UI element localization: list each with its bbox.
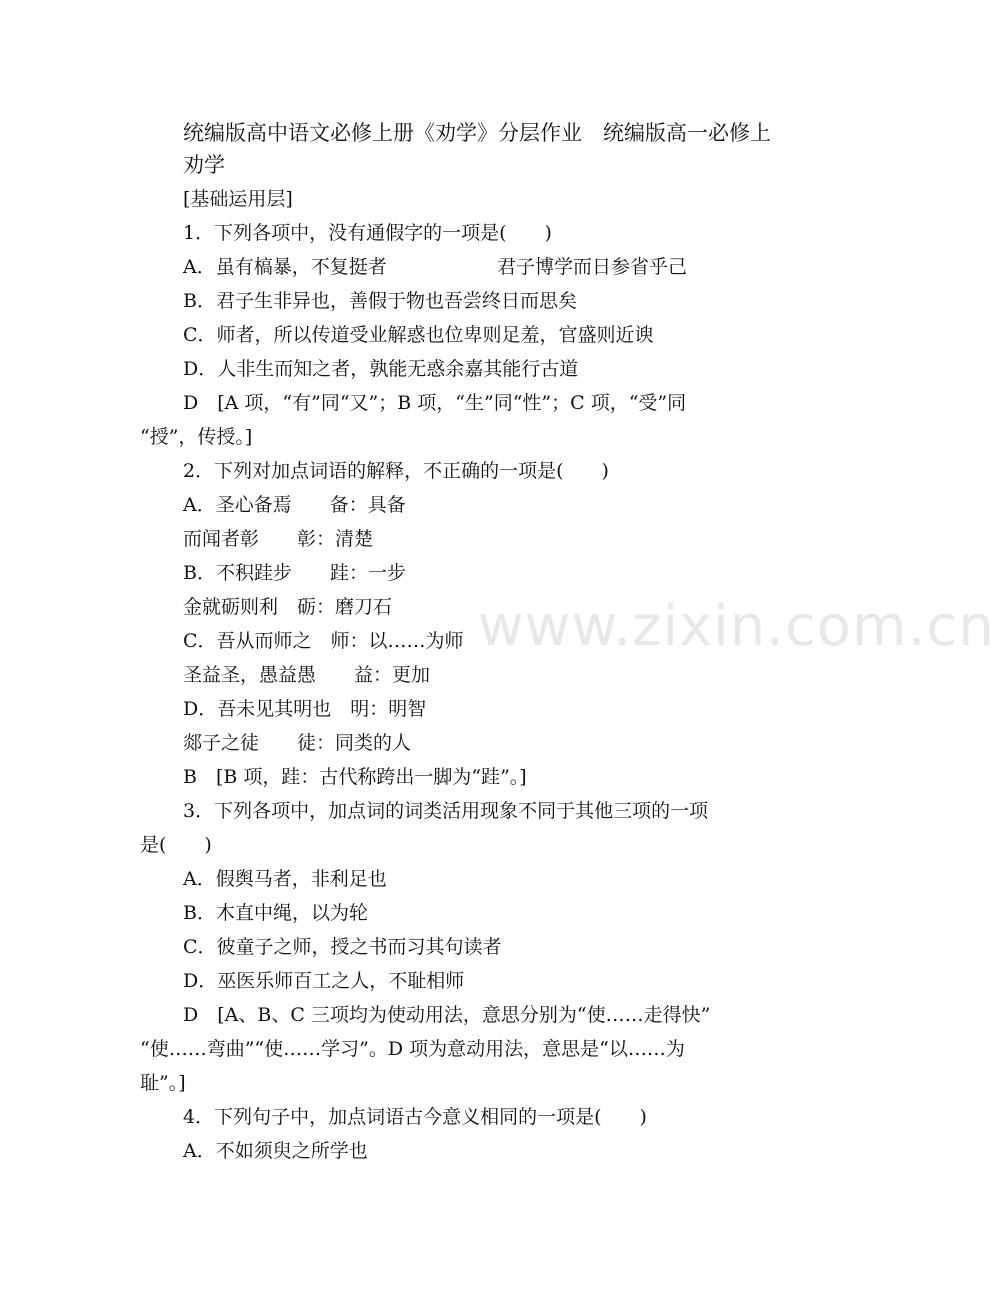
question-3-answer-end: 耻”。]: [140, 1072, 186, 1094]
question-2-option-b1: B．不积跬步 跬：一步: [183, 562, 406, 584]
question-4-stem: 4．下列句子中，加点词语古今意义相同的一项是( ): [183, 1106, 647, 1128]
question-1-option-a-right: 君子博学而日参省乎己: [497, 256, 688, 278]
question-1-answer: D [A 项，“有”同“又”；B 项，“生”同“性”；C 项，“受”同: [183, 392, 687, 414]
question-3-answer-continued: “使……弯曲”“使……学习”。D 项为意动用法，意思是“以……为: [140, 1038, 685, 1060]
question-2-option-a1: A．圣心备焉 备：具备: [183, 494, 406, 516]
question-2-option-b2: 金就砺则利 砺：磨刀石: [183, 596, 393, 618]
question-3-option-c: C．彼童子之师，授之书而习其句读者: [183, 936, 502, 958]
question-3-option-b: B．木直中绳，以为轮: [183, 902, 368, 924]
question-4-option-a: A．不如须臾之所学也: [183, 1140, 368, 1162]
question-2-answer: B [B 项，跬：古代称跨出一脚为“跬”。]: [183, 766, 527, 788]
watermark: www.zixin.com.cn: [478, 594, 995, 659]
question-2-option-d1: D．吾未见其明也 明：明智: [183, 698, 427, 720]
question-3-stem-continued: 是( ): [140, 834, 212, 856]
question-1-option-d: D．人非生而知之者，孰能无惑余嘉其能行古道: [183, 358, 579, 380]
question-3-answer: D [A、B、C 三项均为使动用法，意思分别为“使……走得快”: [183, 1004, 711, 1026]
document-title: 统编版高中语文必修上册《劝学》分层作业 统编版高一必修上: [183, 121, 771, 145]
question-2-option-c1: C．吾从而师之 师：以……为师: [183, 630, 464, 652]
question-1-option-c: C．师者，所以传道受业解惑也位卑则足羞，官盛则近谀: [183, 324, 654, 346]
question-3-option-a: A．假舆马者，非利足也: [183, 868, 387, 890]
question-1-option-a: [183, 253, 387, 281]
question-3-option-d: D．巫医乐师百工之人，不耻相师: [183, 970, 465, 992]
question-2-option-d2: 郯子之徒 徒：同类的人: [183, 732, 412, 754]
question-1-stem: 1．下列各项中，没有通假字的一项是( ): [183, 222, 552, 244]
question-3-stem: 3．下列各项中，加点词的词类活用现象不同于其他三项的一项: [183, 800, 709, 822]
question-2-option-c2: 圣益圣，愚益愚 益：更加: [183, 664, 431, 686]
question-2-stem: 2．下列对加点词语的解释，不正确的一项是( ): [183, 460, 609, 482]
section-heading: [基础运用层]: [183, 188, 293, 210]
question-1-option-b: B．君子生非异也，善假于物也吾尝终日而思矣: [183, 290, 577, 312]
question-1-answer-continued: “授”，传授。]: [140, 426, 253, 448]
question-1-option-a-left: A．虽有槁暴，不复挺者: [183, 256, 387, 278]
document-title-continued: 劝学: [183, 153, 225, 177]
question-2-option-a2: 而闻者彰 彰：清楚: [183, 528, 374, 550]
